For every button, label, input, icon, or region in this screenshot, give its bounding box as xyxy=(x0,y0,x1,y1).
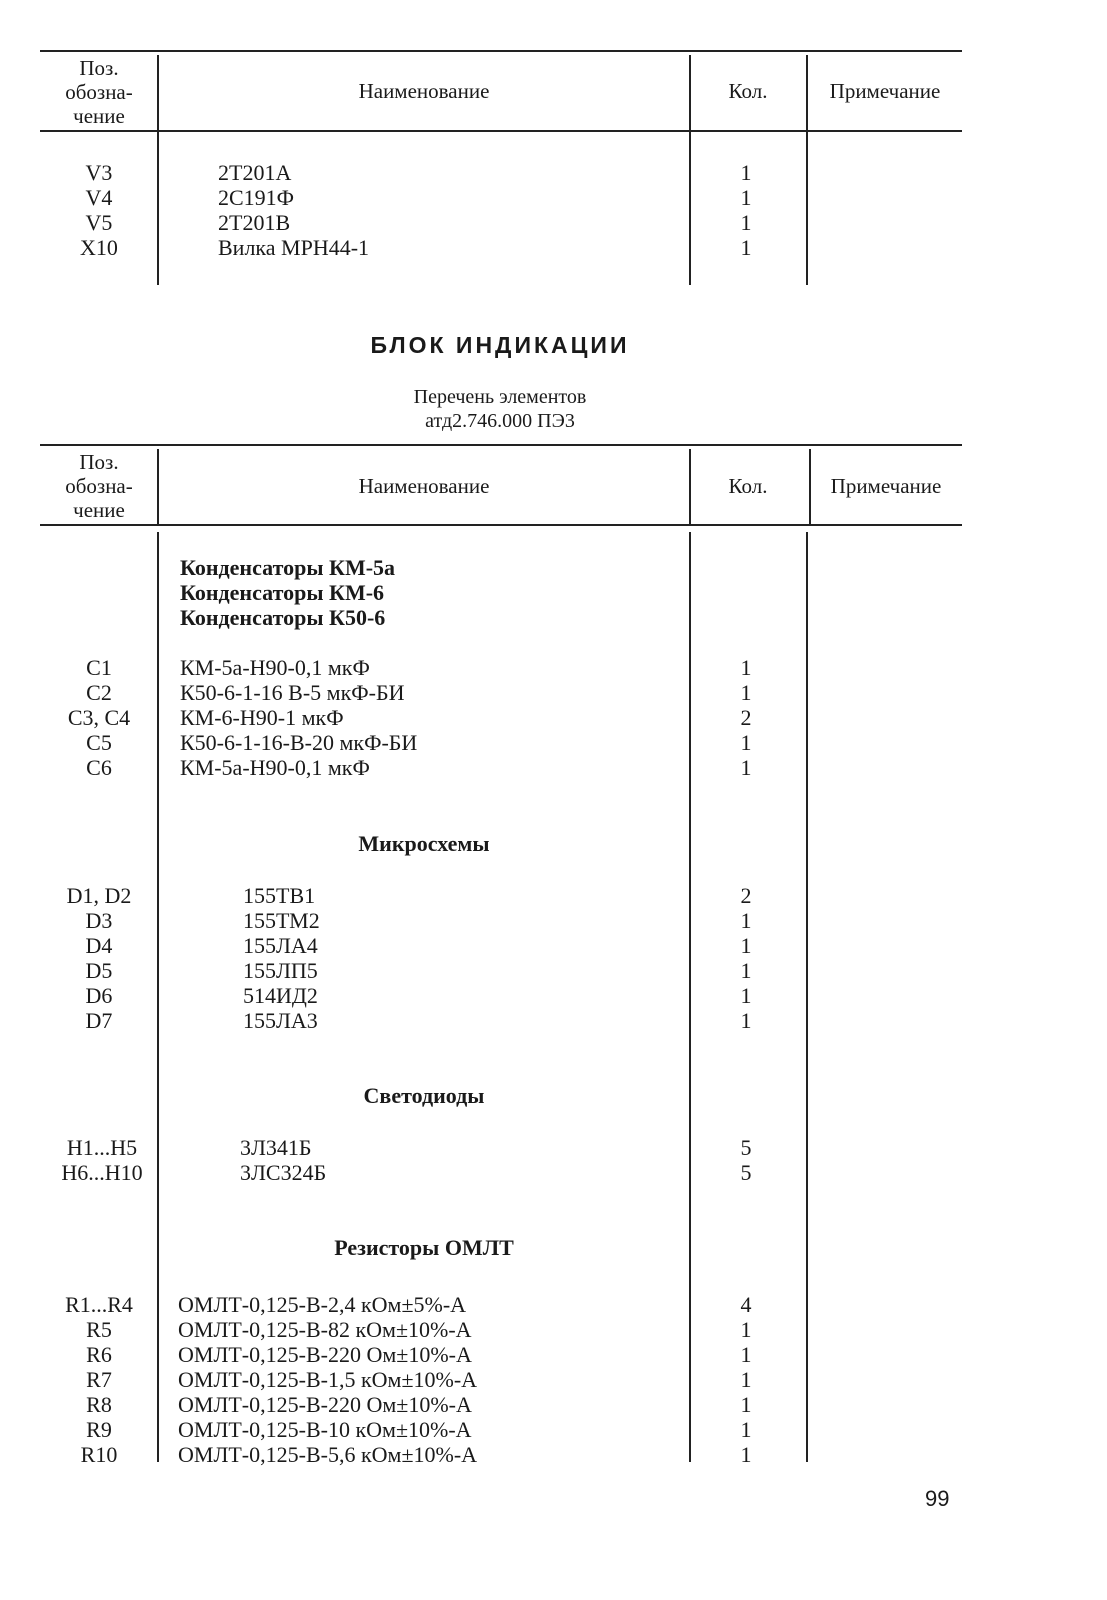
table2-col-divider-2 xyxy=(689,532,691,1462)
row-quantity: 1 xyxy=(740,235,752,260)
row-position: C1 xyxy=(86,655,112,680)
table1-top-rule xyxy=(40,50,962,52)
header-position-line: Поз. xyxy=(79,450,119,474)
header-position-line: обозна- xyxy=(65,474,133,498)
row-quantity: 5 xyxy=(740,1160,752,1185)
header-position-line: чение xyxy=(73,104,125,128)
row-quantity: 1 xyxy=(740,160,752,185)
row-quantity: 1 xyxy=(740,1392,752,1417)
row-name: ОМЛТ-0,125-В-5,6 кОм±10%-А xyxy=(178,1442,478,1467)
row-position: R5 xyxy=(86,1317,112,1342)
table1-header-rule xyxy=(40,130,962,132)
row-name: 155ТВ1 xyxy=(243,883,316,908)
row-quantity: 2 xyxy=(740,705,752,730)
group-heading: Микросхемы xyxy=(358,831,490,856)
row-name: 155ТМ2 xyxy=(243,908,320,933)
row-name: 2Т201В xyxy=(218,210,291,235)
group-heading: Конденсаторы КМ-6 xyxy=(180,580,385,605)
row-quantity: 1 xyxy=(740,1008,752,1033)
row-position: D4 xyxy=(85,933,113,958)
row-name: ОМЛТ-0,125-В-220 Ом±10%-А xyxy=(178,1342,472,1367)
row-name: ОМЛТ-0,125-В-82 кОм±10%-А xyxy=(178,1317,472,1342)
row-position: C6 xyxy=(86,755,112,780)
row-name: ОМЛТ-0,125-В-2,4 кОм±5%-А xyxy=(178,1292,467,1317)
header-note: Примечание xyxy=(829,79,941,103)
row-name: 3ЛС324Б xyxy=(240,1160,327,1185)
row-position: X10 xyxy=(80,235,118,260)
row-quantity: 1 xyxy=(740,210,752,235)
row-quantity: 1 xyxy=(740,185,752,210)
row-name: 514ИД2 xyxy=(243,983,318,1008)
row-name: ОМЛТ-0,125-В-1,5 кОм±10%-А xyxy=(178,1367,478,1392)
row-position: D6 xyxy=(85,983,113,1008)
row-name: 2Т201А xyxy=(218,160,292,185)
row-name: Вилка МРН44-1 xyxy=(218,235,370,260)
table2-col-divider-3 xyxy=(806,532,808,1462)
row-position: D7 xyxy=(85,1008,113,1033)
row-position: V5 xyxy=(85,210,113,235)
row-quantity: 1 xyxy=(740,730,752,755)
header-position xyxy=(44,450,154,522)
row-position: C2 xyxy=(86,680,112,705)
row-name: К50-6-1-16-В-20 мкФ-БИ xyxy=(180,730,418,755)
row-position: D5 xyxy=(85,958,113,983)
row-position: D3 xyxy=(85,908,113,933)
row-name: К50-6-1-16 В-5 мкФ-БИ xyxy=(180,680,405,705)
section-subtitle-2: атд2.746.000 ПЭ3 xyxy=(425,410,575,432)
row-quantity: 1 xyxy=(740,755,752,780)
row-name: 2С191Ф xyxy=(218,185,295,210)
row-quantity: 2 xyxy=(740,883,752,908)
row-position: V3 xyxy=(85,160,113,185)
row-name: 155ЛА4 xyxy=(243,933,318,958)
row-quantity: 1 xyxy=(740,958,752,983)
row-quantity: 1 xyxy=(740,1367,752,1392)
header-name: Наименование xyxy=(358,474,490,498)
row-position: V4 xyxy=(85,185,113,210)
row-quantity: 1 xyxy=(740,908,752,933)
row-position: R7 xyxy=(86,1367,112,1392)
header-name: Наименование xyxy=(358,79,490,103)
row-position: R8 xyxy=(86,1392,112,1417)
row-position: R9 xyxy=(86,1417,112,1442)
header-position-line: обозна- xyxy=(65,80,133,104)
table1-col-divider-2 xyxy=(689,55,691,285)
row-name: 155ЛА3 xyxy=(243,1008,318,1033)
row-quantity: 5 xyxy=(740,1135,752,1160)
row-name: КМ-6-Н90-1 мкФ xyxy=(180,705,344,730)
row-quantity: 4 xyxy=(740,1292,752,1317)
table2-header-divider-3 xyxy=(809,449,811,525)
row-name: КМ-5а-Н90-0,1 мкФ xyxy=(180,755,370,780)
group-heading: Светодиоды xyxy=(363,1083,485,1108)
header-quantity: Кол. xyxy=(728,79,768,103)
section-title: БЛОК ИНДИКАЦИИ xyxy=(370,332,630,358)
row-name: 155ЛП5 xyxy=(243,958,318,983)
table2-top-rule xyxy=(40,444,962,446)
header-note: Примечание xyxy=(830,474,942,498)
row-quantity: 1 xyxy=(740,655,752,680)
row-name: 3Л341Б xyxy=(240,1135,312,1160)
row-quantity: 1 xyxy=(740,680,752,705)
table2-header-divider-2 xyxy=(689,449,691,525)
row-position: C3, C4 xyxy=(67,705,131,730)
table2-header-rule xyxy=(40,524,962,526)
table1-col-divider-1 xyxy=(157,55,159,285)
row-quantity: 1 xyxy=(740,1442,752,1467)
table1-col-divider-3 xyxy=(806,55,808,285)
row-name: КМ-5а-Н90-0,1 мкФ xyxy=(180,655,370,680)
header-position-line: Поз. xyxy=(79,56,119,80)
row-position: H1...H5 xyxy=(66,1135,138,1160)
row-quantity: 1 xyxy=(740,1317,752,1342)
header-position xyxy=(44,56,154,128)
row-quantity: 1 xyxy=(740,933,752,958)
row-position: R10 xyxy=(80,1442,118,1467)
page-number: 99 xyxy=(925,1486,950,1511)
table2-header-divider-1 xyxy=(157,449,159,525)
header-quantity: Кол. xyxy=(728,474,768,498)
row-name: ОМЛТ-0,125-В-220 Ом±10%-А xyxy=(178,1392,472,1417)
row-position: C5 xyxy=(86,730,112,755)
row-quantity: 1 xyxy=(740,1342,752,1367)
group-heading: Конденсаторы КМ-5а xyxy=(180,555,396,580)
section-subtitle-1: Перечень элементов xyxy=(413,386,587,408)
row-position: D1, D2 xyxy=(66,883,132,908)
row-name: ОМЛТ-0,125-В-10 кОм±10%-А xyxy=(178,1417,472,1442)
row-position: H6...H10 xyxy=(61,1160,143,1185)
row-position: R1...R4 xyxy=(65,1292,133,1317)
table2-col-divider-1 xyxy=(157,532,159,1462)
group-heading: Конденсаторы К50-6 xyxy=(180,605,386,630)
row-quantity: 1 xyxy=(740,1417,752,1442)
row-position: R6 xyxy=(86,1342,112,1367)
group-heading: Резисторы ОМЛТ xyxy=(334,1235,514,1260)
header-position-line: чение xyxy=(73,498,125,522)
row-quantity: 1 xyxy=(740,983,752,1008)
